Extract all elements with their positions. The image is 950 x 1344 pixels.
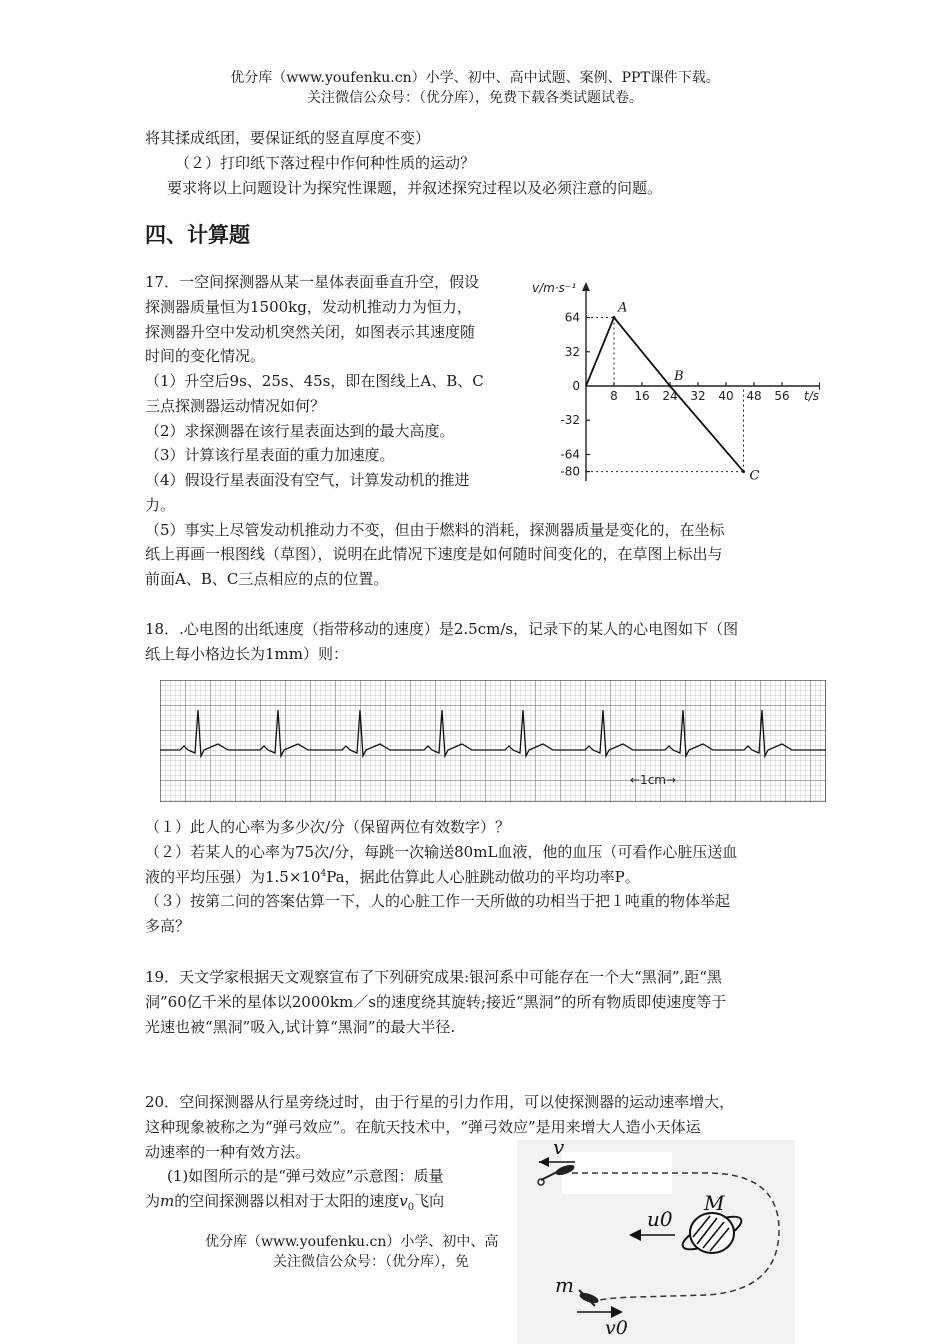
q20-velocity-symbol: v [399, 1192, 408, 1210]
q17-stem-2: 探测器质量恒为1500kg，发动机推动力为恒力， [145, 297, 472, 316]
q19-line-1: 19．天文学家根据天文观察宣布了下列研究成果:银河系中可能存在一个大“黑洞”,距“黑 [145, 968, 722, 986]
ecg-strip [160, 680, 826, 802]
intro-text [145, 126, 810, 200]
q19 [145, 965, 810, 1039]
point-label-A: A [618, 300, 628, 316]
fig-M-label: M [704, 1191, 725, 1215]
q17-part2: （2）求探测器在该行星表面达到的最大高度。 [145, 421, 455, 440]
data-point-B [669, 385, 672, 388]
q18-parts [145, 815, 810, 939]
q18-part2-2-exp: 4 [320, 868, 327, 879]
ecg-grid [160, 680, 826, 802]
header-line-2: 关注微信公众号：（优分库），免费下载各类试题试卷。 [307, 90, 643, 106]
q18-stem-1: 18．.心电图的出纸速度（指带移动的速度）是2.5cm/s，记录下的某人的心电图如下（图 [145, 620, 739, 638]
point-label-B: B [674, 369, 684, 384]
q18-part3-1: （３）按第二问的答案估算一下，人的心脏工作一天所做的功相当于把１吨重的物体举起 [145, 892, 731, 911]
header-line-1: 优分库（www.youfenku.cn）小学、初中、高中试题、案例、PPT课件下载。 [230, 70, 720, 86]
y-axis-label: v/m·s⁻¹ [532, 281, 577, 295]
fig-v-label: v [553, 1140, 565, 1159]
point-label-C: C [749, 468, 760, 484]
q17-part5-3: 前面A、B、C三点相应的点的位置。 [145, 570, 389, 588]
q20-mass-symbol: m [160, 1192, 175, 1210]
q17-part4-1: （4）假设行星表面没有空气，计算发动机的推进 [145, 471, 470, 489]
fig-v0-label: v0 [605, 1317, 628, 1339]
footer-line-2: 关注微信公众号：（优分库），免 [273, 1254, 469, 1270]
x-tick-label: 24 [662, 389, 678, 403]
y-tick-label: 0 [572, 379, 580, 393]
x-tick-label: 16 [634, 389, 650, 403]
q18-part2-2b: Pa，据此估算此人心脏跳动做功的平均功率P。 [326, 867, 640, 886]
q18 [145, 617, 810, 667]
q17-part3: （3）计算该行星表面的重力加速度。 [145, 446, 395, 465]
y-tick-label: 64 [564, 310, 580, 325]
x-tick-label: 56 [774, 389, 790, 403]
x-tick-label: 48 [746, 389, 762, 403]
intro-line-3: 要求将以上问题设计为探究性课题，并叙述探究过程以及必须注意的问题。 [167, 178, 663, 197]
velocity-time-chart [530, 278, 820, 493]
q17-part5-2: 纸上再画一根图线（草图），说明在此情况下速度是如何随时间变化的，在草图上标出与 [145, 545, 723, 564]
q17-part5-1: （5）事实上尽管发动机推动力不变，但由于燃料的消耗，探测器质量是变化的，在坐标 [145, 520, 725, 539]
q20-part1-1: (1)如图所示的是“弹弓效应”示意图：质量 [167, 1167, 444, 1186]
y-tick-label: -80 [560, 464, 580, 479]
q20-part1-2a: 为 [145, 1192, 161, 1210]
data-point-C [742, 470, 745, 473]
q20-part1-2b: 的空间探测器以相对于太阳的速度 [174, 1192, 400, 1210]
intro-line-1: 将其揉成纸团，要保证纸的竖直厚度不变） [145, 129, 431, 147]
q20-part1-2c: 飞向 [414, 1192, 445, 1210]
q17-part4-2: 力。 [145, 495, 176, 514]
y-axis-arrow [582, 282, 590, 291]
x-axis-arrow [819, 382, 820, 390]
q17-stem-4: 时间的变化情况。 [145, 347, 266, 366]
y-tick-label: 32 [564, 344, 580, 359]
fig-m-label: m [555, 1273, 574, 1297]
q17-stem-1: 17．一空间探测器从某一星体表面垂直升空，假设 [145, 273, 480, 291]
q17-part1-2: 三点探测器运动情况如何？ [145, 396, 326, 415]
y-tick-label: -64 [560, 447, 580, 462]
footer-line-1: 优分库（www.youfenku.cn）小学、初中、高 [205, 1234, 499, 1250]
y-tick-label: -32 [560, 413, 580, 428]
x-tick-label: 40 [718, 389, 734, 403]
q20-velocity-sub: 0 [407, 1202, 415, 1213]
q18-part2-2 [145, 865, 810, 890]
q19-line-2: 洞”60亿千米的星体以2000km／s的速度绕其旋转;接近“黑洞”的所有物质即使速度等于 [145, 992, 727, 1011]
x-axis-label: t/s [804, 389, 819, 403]
fig-u0-label: u0 [647, 1207, 673, 1231]
section-title: 四、计算题 [145, 223, 250, 247]
q18-part3-2: 多高？ [145, 917, 191, 935]
intro-line-2: （２）打印纸下落过程中作何种性质的运动？ [175, 153, 476, 172]
ecg-scale-label: ←1cm→ [630, 773, 677, 787]
q18-stem-2: 纸上每小格边长为1mm）则： [145, 644, 348, 663]
page-footer [205, 1232, 725, 1272]
q20-line-3: 动速率的一种有效方法。 [145, 1142, 311, 1161]
data-point-A [613, 316, 616, 319]
q17-stem-3: 探测器升空中发动机突然关闭，如图表示其速度随 [145, 322, 476, 341]
q17-part1-1: （1）升空后9s、25s、45s，即在图线上A、B、C [145, 372, 484, 390]
q18-part2-2a: 液的平均压强）为1.5×10 [145, 867, 321, 886]
x-tick-label: 32 [690, 389, 706, 403]
q18-part1: （１）此人的心率为多少次/分（保留两位有效数字）？ [145, 818, 511, 836]
q19-line-3: 光速也被“黑洞”吸入,试计算“黑洞”的最大半径. [145, 1017, 456, 1036]
q20-line-1: 20．空间探测器从行星旁绕过时，由于行星的引力作用，可以使探测器的运动速率增大， [145, 1093, 735, 1111]
page-header [0, 68, 950, 108]
x-tick-label: 8 [610, 389, 618, 403]
q18-part2-1: （２）若某人的心率为75次/分，每跳一次输送80mL血液，他的血压（可看作心脏压送血 [145, 842, 738, 861]
q20-line-2: 这种现象被称之为“弹弓效应”。在航天技术中，“弹弓效应”是用来增大人造小天体运 [145, 1117, 701, 1136]
